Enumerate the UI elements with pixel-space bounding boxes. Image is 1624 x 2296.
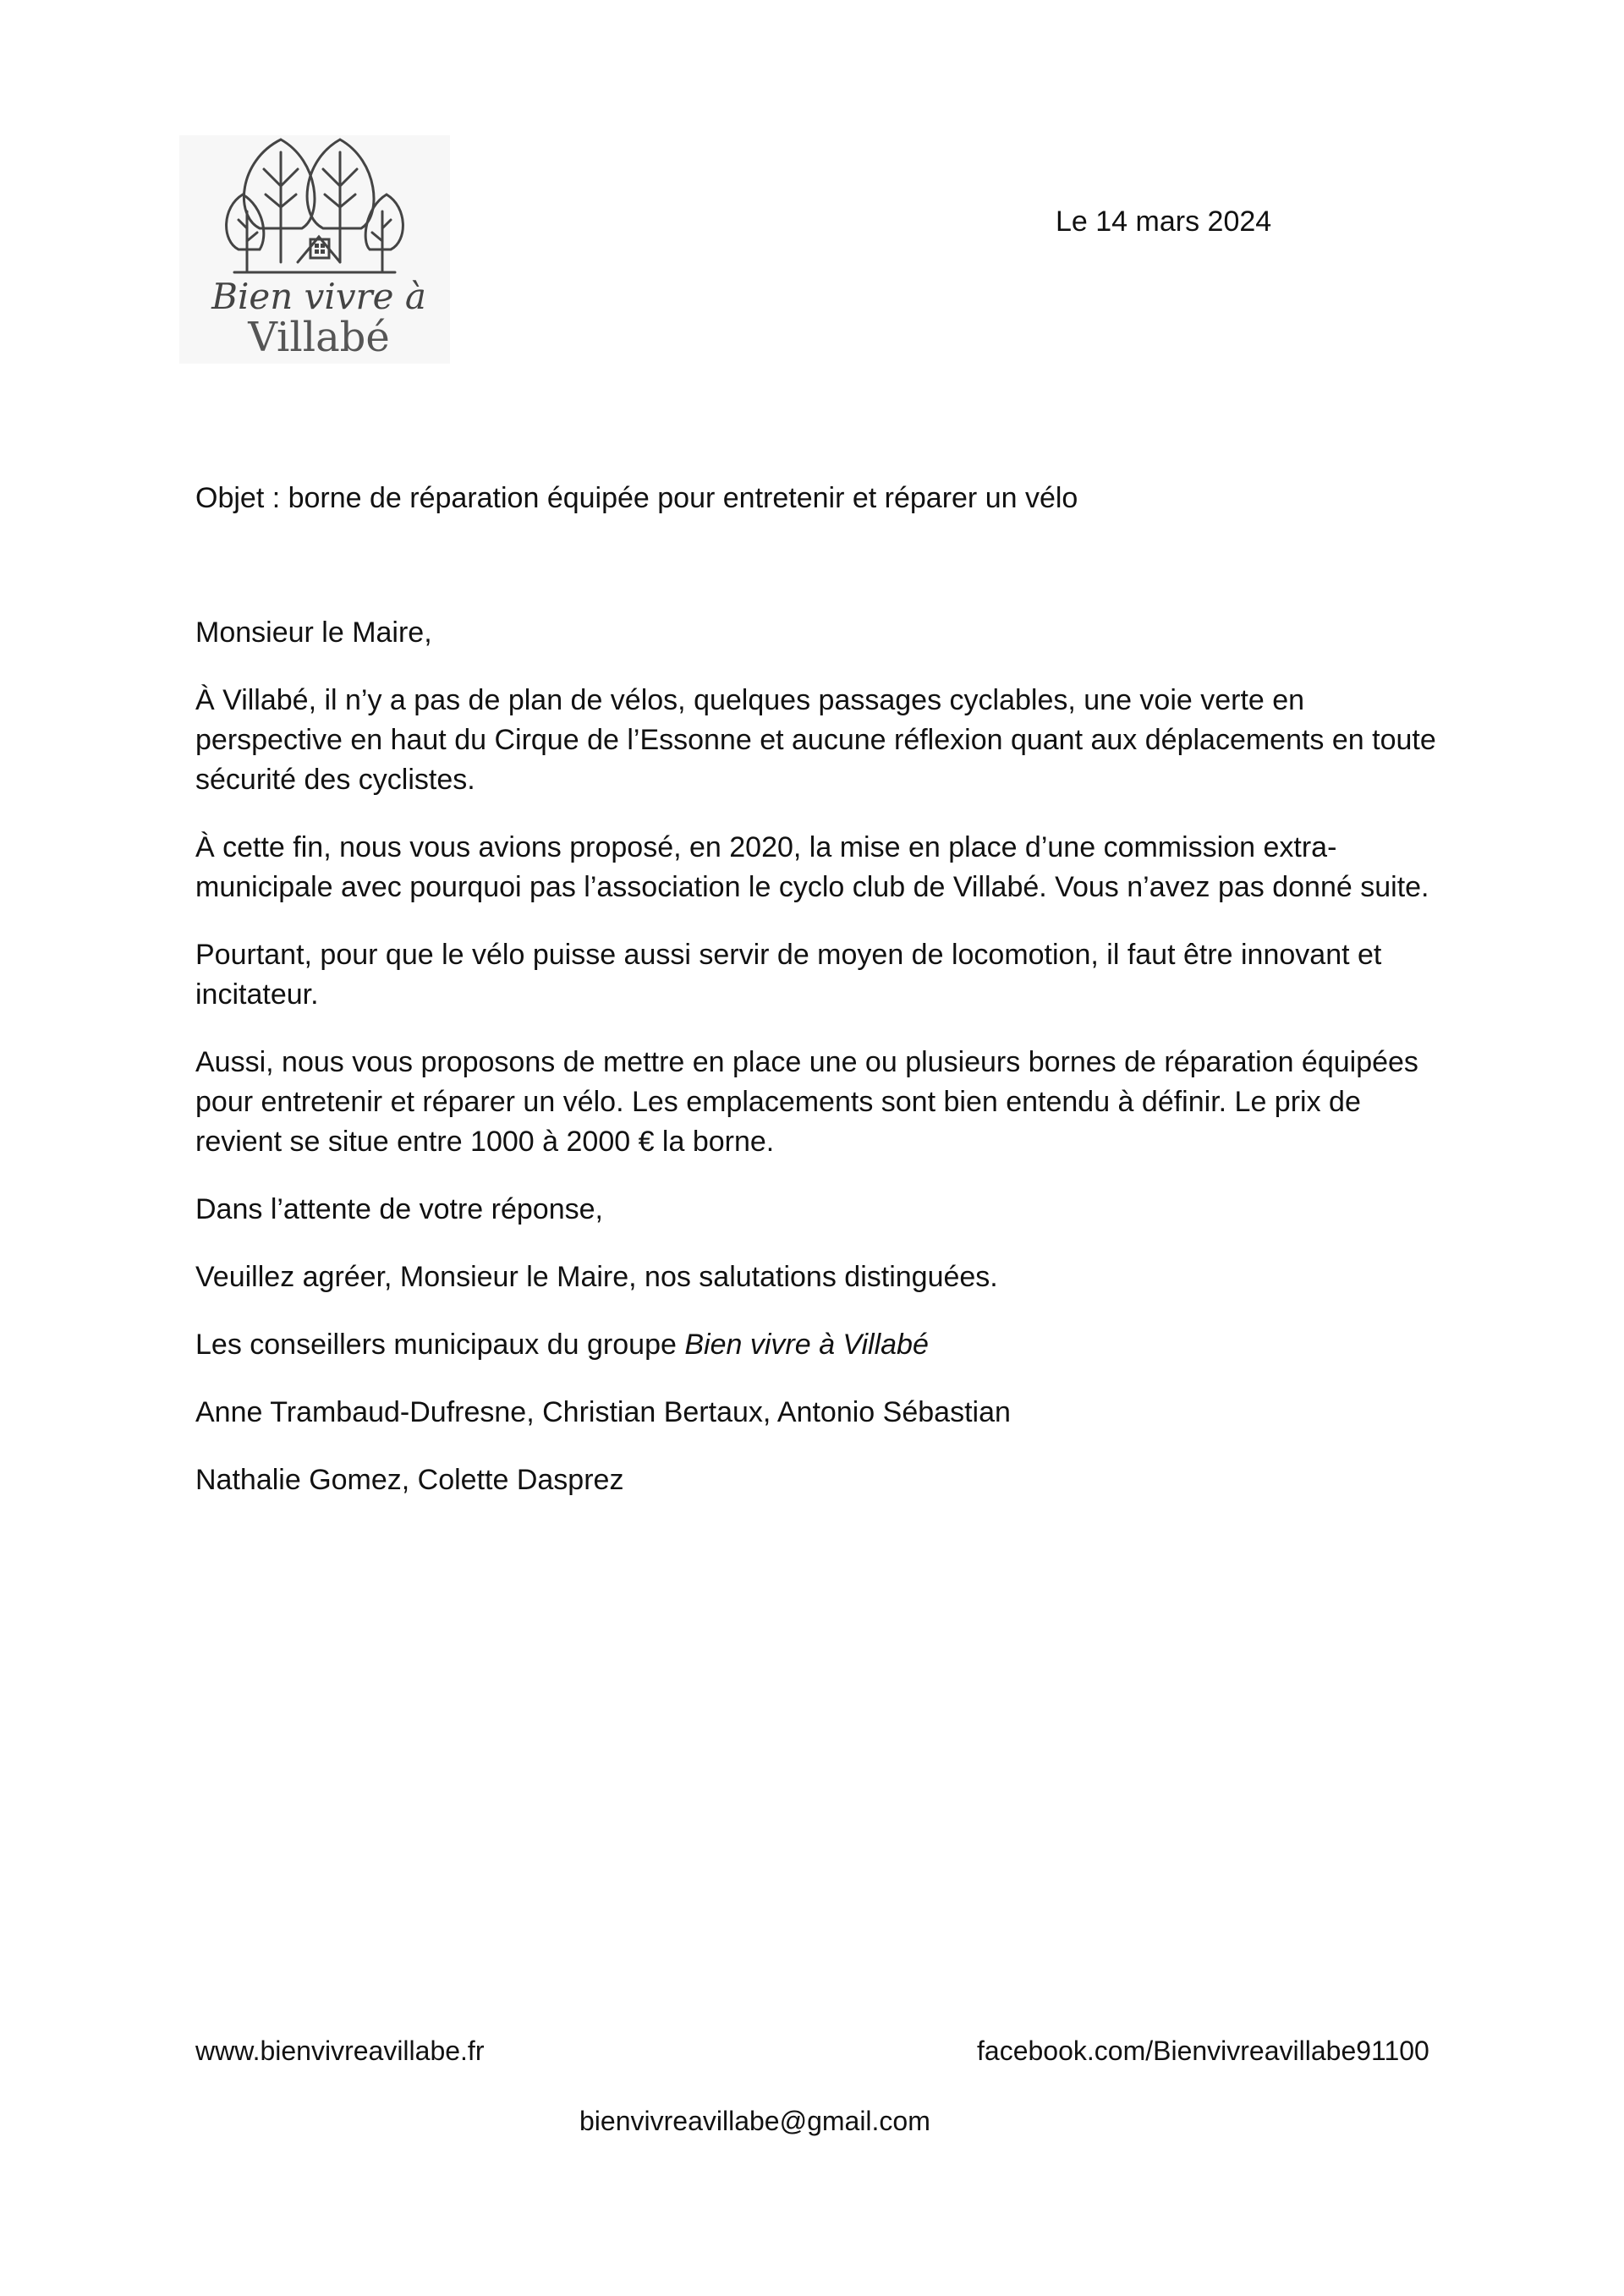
salutation: Monsieur le Maire, <box>195 616 432 649</box>
letter-date: Le 14 mars 2024 <box>1056 205 1272 238</box>
footer-website-link[interactable]: www.bienvivreavillabe.fr <box>195 2036 485 2066</box>
logo-name-text: Villabé <box>248 314 390 361</box>
logo-script-text: Bien vivre à <box>211 276 426 317</box>
letter-body <box>195 613 1447 1528</box>
footer-email-link[interactable]: bienvivreavillabe@gmail.com <box>579 2106 930 2136</box>
paragraph-3: Pourtant, pour que le vélo puisse aussi servir de moyen de locomotion, il faut être innovant et incitateur. <box>195 939 1382 1011</box>
association-logo <box>179 135 450 364</box>
closing-line-1: Dans l’attente de votre réponse, <box>195 1193 603 1225</box>
trees-house-logo-icon <box>179 135 450 364</box>
signatories-line-1: Anne Trambaud-Dufresne, Christian Bertaux, Antonio Sébastian <box>195 1396 1011 1428</box>
letter-subject: Objet : borne de réparation équipée pour entretenir et réparer un vélo <box>195 482 1078 514</box>
signature-intro <box>195 1325 1447 1365</box>
paragraph-4: Aussi, nous vous proposons de mettre en place une ou plusieurs bornes de réparation équipées pour entretenir et réparer un vélo. Les emplacements sont bien entendu à définir. Le prix de revient se situe entre 1000 à 2000 € la borne. <box>195 1046 1418 1158</box>
signature-intro-text: Les conseillers municipaux du groupe <box>195 1329 685 1361</box>
signature-group-name: Bien vivre à Villabé <box>684 1329 929 1361</box>
paragraph-2: À cette fin, nous vous avions proposé, en 2020, la mise en place d’une commission extra-municipale avec pourquoi pas l’association le cyclo club de Villabé. Vous n’avez pas donné suite. <box>195 831 1429 903</box>
signatories-line-2: Nathalie Gomez, Colette Dasprez <box>195 1464 624 1496</box>
closing-line-2: Veuillez agréer, Monsieur le Maire, nos salutations distinguées. <box>195 1261 998 1293</box>
footer-facebook-link[interactable]: facebook.com/Bienvivreavillabe91100 <box>977 2036 1429 2066</box>
paragraph-1: À Villabé, il n’y a pas de plan de vélos, quelques passages cyclables, une voie verte en perspective en haut du Cirque de l’Essonne et aucune réflexion quant aux déplacements en toute sécurité des cyclistes. <box>195 684 1436 796</box>
